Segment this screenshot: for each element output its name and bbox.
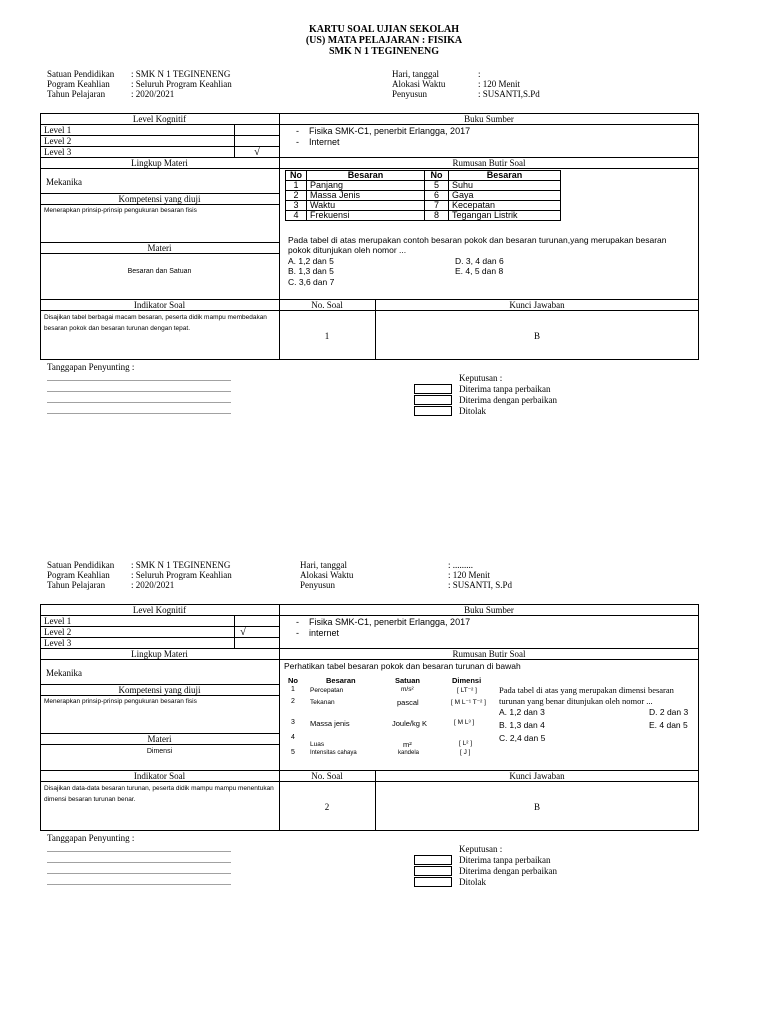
option-d: D. 2 dan 3 [649,707,689,717]
divider [40,135,279,136]
option-d: D. 3, 4 dan 6 [455,256,504,266]
info-label: Pogram Keahlian [47,570,110,580]
level-2-label: Level 2 [44,136,72,146]
no-soal-heading: No. Soal [311,300,343,310]
level-2-label: Level 2 [44,627,72,637]
comment-line[interactable]: ............................................................................................ [47,856,231,865]
table-header: Besaran [449,171,561,181]
source-item: - internet [296,628,340,638]
source-item: - Fisika SMK-C1, penerbit Erlangga, 2017 [296,126,471,136]
lingkup-materi-heading: Lingkup Materi [131,158,188,168]
level-3-label: Level 3 [44,147,72,157]
option-a: A. 1,2 dan 3 [499,707,545,717]
decision-checkbox[interactable] [414,406,452,416]
card2-info-left [47,560,232,590]
kunci-value: B [533,331,540,341]
comment-line[interactable]: ............................................................................................ [47,867,231,876]
info-value: : ......... [448,560,474,570]
doc-title-line1: KARTU SOAL UJIAN SEKOLAH [309,24,459,35]
indikator-value: Disajikan tabel berbagai macam besaran, peserta didik mampu membedakan besaran pokok dan besaran turunan dengan tepat. [44,314,267,332]
divider [40,124,699,125]
indikator-heading: Indikator Soal [133,771,186,781]
buku-sumber-heading: Buku Sumber [464,605,514,615]
materi-heading: Materi [147,243,172,253]
table-row: 4 Frekuensi 8 Tegangan Listrik [286,211,561,221]
divider [279,113,280,360]
decision-label: Ditolak [459,406,486,416]
decision-checkbox[interactable] [414,855,452,865]
table-header-no: No [288,676,298,685]
option-e: E. 4, 5 dan 8 [455,266,504,276]
card2-info-right [300,560,512,590]
comment-line[interactable]: ............................................................................................ [47,385,231,394]
info-label: Satuan Pendidikan [47,560,115,570]
option-a: A. 1,2 dan 5 [288,256,334,266]
decision-checkbox[interactable] [414,866,452,876]
divider [40,781,699,782]
decision-checkbox[interactable] [414,384,452,394]
divider [279,604,280,831]
decision-label: Diterima tanpa perbaikan [459,384,551,394]
tanggapan-label: Tanggapan Penyunting : [47,833,135,843]
info-value: : 2020/2021 [131,580,175,590]
info-value: : SMK N 1 TEGINENENG [131,69,231,79]
decision-checkbox[interactable] [414,877,452,887]
level-2-check[interactable]: √ [240,626,247,638]
kunci-heading: Kunci Jawaban [509,771,565,781]
decision-label: Diterima dengan perbaikan [459,395,557,405]
materi-heading: Materi [147,734,172,744]
divider [234,615,235,648]
divider [40,695,279,696]
info-value: : [478,69,481,79]
info-value: : SUSANTI, S.Pd [448,580,513,590]
option-e: E. 4 dan 5 [649,720,688,730]
info-value: : Seluruh Program Keahlian [131,570,232,580]
kunci-value: B [533,802,540,812]
indikator-value: Disajikan data-data besaran turunan, peserta didik mampu mampu menentukan dimensi besaran turunan benar. [44,785,274,803]
keputusan-label: Keputusan : [459,373,503,383]
decision-label: Diterima tanpa perbaikan [459,855,551,865]
divider [40,615,699,616]
divider [40,637,279,638]
materi-value: Besaran dan Satuan [127,268,192,275]
info-value: : SMK N 1 TEGINENENG [131,560,231,570]
level-kognitif-heading: Level Kognitif [132,605,187,615]
info-label: Penyusun [392,89,428,99]
source-item: - Internet [296,137,340,147]
divider [375,299,376,360]
keputusan-label: Keputusan : [459,844,503,854]
question-intro: Perhatikan tabel besaran pokok dan besaran turunan di bawah [284,661,521,671]
rumusan-heading: Rumusan Butir Soal [452,649,526,659]
info-label: Hari, tanggal [300,560,347,570]
option-b: B. 1,3 dan 5 [288,266,334,276]
divider [40,659,699,660]
option-b: B. 1,3 dan 4 [499,720,545,730]
info-label: Tahun Pelajaran [47,580,106,590]
table-header-dimensi: Dimensi [452,676,482,685]
kompetensi-heading: Kompetensi yang diuji [118,685,201,695]
indikator-heading: Indikator Soal [133,300,186,310]
lingkup-materi-heading: Lingkup Materi [131,649,188,659]
no-soal-value: 1 [324,331,330,341]
divider [40,146,279,147]
divider [40,744,279,745]
no-soal-heading: No. Soal [311,771,343,781]
decision-checkbox[interactable] [414,395,452,405]
comment-line[interactable]: ............................................................................................ [47,845,231,854]
option-c: C. 3,6 dan 7 [288,277,335,287]
level-1-label: Level 1 [44,616,72,626]
table-row: 2 Massa Jenis 6 Gaya [286,191,561,201]
divider [234,124,235,157]
info-value: : 120 Menit [478,79,520,89]
divider [40,253,279,254]
info-value: : 2020/2021 [131,89,175,99]
divider [40,168,699,169]
question-text: Pada tabel di atas merupakan contoh besaran pokok dan besaran turunan,yang merupakan besaran pokok ditunjukan oleh nomor ... [288,235,667,255]
info-label: Satuan Pendidikan [47,69,115,79]
divider [375,770,376,831]
source-item: - Fisika SMK-C1, penerbit Erlangga, 2017 [296,617,471,627]
kompetensi-value: Menerapkan prinsip-prinsip pengukuran besaran fisis [44,698,197,705]
level-3-label: Level 3 [44,638,72,648]
comment-line[interactable]: ............................................................................................ [47,878,231,887]
info-label: Hari, tanggal [392,69,439,79]
table-header: No [286,171,307,181]
card1-info-right [392,69,540,99]
info-value: : SUSANTI,S.Pd [478,89,540,99]
kompetensi-heading: Kompetensi yang diuji [118,194,201,204]
decision-label: Ditolak [459,877,486,887]
kompetensi-value: Menerapkan prinsip-prinsip pengukuran besaran fisis [44,207,197,214]
comment-line[interactable]: ............................................................................................ [47,396,231,405]
info-label: Pogram Keahlian [47,79,110,89]
info-label: Alokasi Waktu [300,570,354,580]
kunci-heading: Kunci Jawaban [509,300,565,310]
doc-title-line3: SMK N 1 TEGINENENG [328,46,440,57]
card1-info-left [47,69,232,99]
info-label: Tahun Pelajaran [47,89,106,99]
tanggapan-label: Tanggapan Penyunting : [47,362,135,372]
rumusan-heading: Rumusan Butir Soal [452,158,526,168]
table-row: 3 Waktu 7 Kecepatan [286,201,561,211]
comment-line[interactable]: ............................................................................................ [47,407,231,416]
divider [40,310,699,311]
decision-label: Diterima dengan perbaikan [459,866,557,876]
buku-sumber-heading: Buku Sumber [464,114,514,124]
table-header-satuan: Satuan [395,676,421,685]
level-1-label: Level 1 [44,125,72,135]
materi-value: Dimensi [146,748,173,755]
info-label: Penyusun [300,580,336,590]
info-value: : Seluruh Program Keahlian [131,79,232,89]
table-header: No [425,171,449,181]
option-c: C. 2,4 dan 5 [499,733,546,743]
lingkup-value: Mekanika [46,177,82,187]
table-header: Besaran [307,171,425,181]
no-soal-value: 2 [324,802,330,812]
doc-title-line2: (US) MATA PELAJARAN : FISIKA [305,35,463,46]
question-text: Pada tabel di atas yang merupakan dimensi besaran turunan yang benar ditunjukan oleh nomor ... [499,685,674,706]
divider [40,204,279,205]
table-header-besaran: Besaran [326,676,356,685]
info-value: : 120 Menit [448,570,490,580]
besaran-table [285,170,561,221]
lingkup-value: Mekanika [46,668,82,678]
comment-line[interactable]: ............................................................................................ [47,374,231,383]
level-kognitif-heading: Level Kognitif [132,114,187,124]
level-3-check[interactable]: √ [254,146,261,158]
table-row: 1 Panjang 5 Suhu [286,181,561,191]
info-label: Alokasi Waktu [392,79,446,89]
